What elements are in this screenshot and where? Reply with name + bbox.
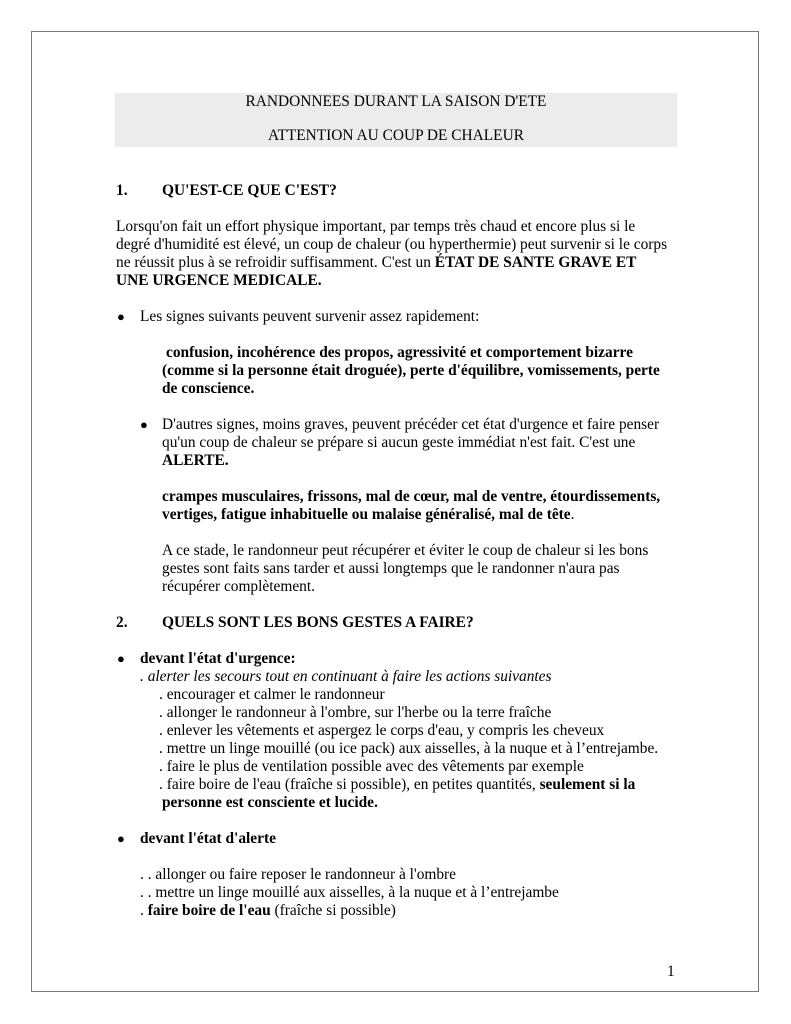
bullet-signs-intro: Les signes suivants peuvent survenir assez rapidement: [140, 308, 480, 325]
alerte-item: . . mettre un linge mouillé aux aisselles, à la nuque et à l’entrejambe [140, 884, 559, 901]
stage-line-1: A ce stade, le randonneur peut récupérer et éviter le coup de chaleur si les bons [162, 542, 649, 559]
severe-signs-line-2: (comme si la personne était droguée), perte d'équilibre, vomissements, perte [162, 362, 660, 379]
severe-signs-line-1: confusion, incohérence des propos, agressivité et comportement bizarre [166, 344, 633, 361]
urgence-item: . faire le plus de ventilation possible avec des vêtements par exemple [159, 758, 584, 775]
title-line-2: ATTENTION AU COUP DE CHALEUR [268, 127, 524, 144]
urgence-item-water [159, 776, 635, 794]
alert-line-3: ALERTE. [162, 452, 229, 469]
intro-line-2: degré d'humidité est élevé, un coup de chaleur (ou hyperthermie) peut survenir si le corps [116, 236, 668, 253]
urgence-title: devant l'état d'urgence: [140, 650, 296, 667]
minor-signs-period: . [570, 506, 575, 523]
page-number: 1 [667, 963, 675, 980]
minor-signs-line-1: crampes musculaires, frissons, mal de cœur, mal de ventre, étourdissements, [162, 488, 661, 505]
urgence-instruction: . alerter les secours tout en continuant à faire les actions suivantes [140, 668, 552, 685]
bullet-icon: ● [117, 651, 125, 666]
bullet-icon: ● [117, 309, 125, 324]
intro-line-3-text: ne réussit plus à se refroidir suffisamment. C'est un [116, 254, 435, 271]
intro-emphasis: ÉTAT DE SANTE GRAVE ET [434, 254, 637, 271]
section-1-title: QU'EST-CE QUE C'EST? [162, 182, 337, 199]
severe-signs-line-3: de conscience. [162, 380, 255, 397]
minor-signs-text: vertiges, fatigue inhabituelle ou malaise généralisé, mal de tête [162, 506, 571, 523]
water-condition: seulement si la [539, 776, 636, 793]
section-2-title: QUELS SONT LES BONS GESTES A FAIRE? [162, 614, 474, 631]
urgence-item: . encourager et calmer le randonneur [159, 686, 385, 703]
water-condition-cont: personne est consciente et lucide. [162, 794, 378, 811]
minor-signs-line-2 [162, 506, 575, 524]
section-2-number: 2. [116, 614, 128, 631]
alert-line-2: qu'un coup de chaleur se prépare si aucun geste immédiat n'est fait. C'est une [162, 434, 636, 451]
alert-line-1: D'autres signes, moins graves, peuvent précéder cet état d'urgence et faire penser [162, 416, 660, 433]
intro-line-1: Lorsqu'on fait un effort physique important, par temps très chaud et encore plus si le [116, 218, 636, 235]
stage-line-2: gestes sont faits sans tarder et aussi longtemps que le randonner n'aura pas [162, 560, 620, 577]
stage-line-3: récupérer complètement. [162, 578, 315, 595]
title-line-1: RANDONNEES DURANT LA SAISON D'ETE [245, 93, 547, 110]
water-text: . faire boire de l'eau (fraîche si possible), en petites quantités, [159, 776, 540, 793]
urgence-item: . allonger le randonneur à l'ombre, sur l'herbe ou la terre fraîche [159, 704, 552, 721]
alerte-water-dot: . [140, 902, 148, 919]
alerte-water-plain: (fraîche si possible) [270, 902, 396, 919]
intro-line-4: UNE URGENCE MEDICALE. [116, 272, 322, 289]
alerte-water-bold: faire boire de l'eau [147, 902, 271, 919]
urgence-item: . enlever les vêtements et aspergez le corps d'eau, y compris les cheveux [159, 722, 605, 739]
alerte-item-water [140, 902, 396, 920]
title-box [115, 93, 677, 147]
bullet-icon: ● [117, 831, 125, 846]
intro-line-3 [116, 254, 636, 272]
alerte-item: . . allonger ou faire reposer le randonneur à l'ombre [140, 866, 457, 883]
alerte-title: devant l'état d'alerte [140, 830, 276, 847]
urgence-item: . mettre un linge mouillé (ou ice pack) aux aisselles, à la nuque et à l’entrejambe. [159, 740, 659, 757]
bullet-icon: ● [140, 417, 148, 432]
section-1-number: 1. [116, 182, 128, 199]
